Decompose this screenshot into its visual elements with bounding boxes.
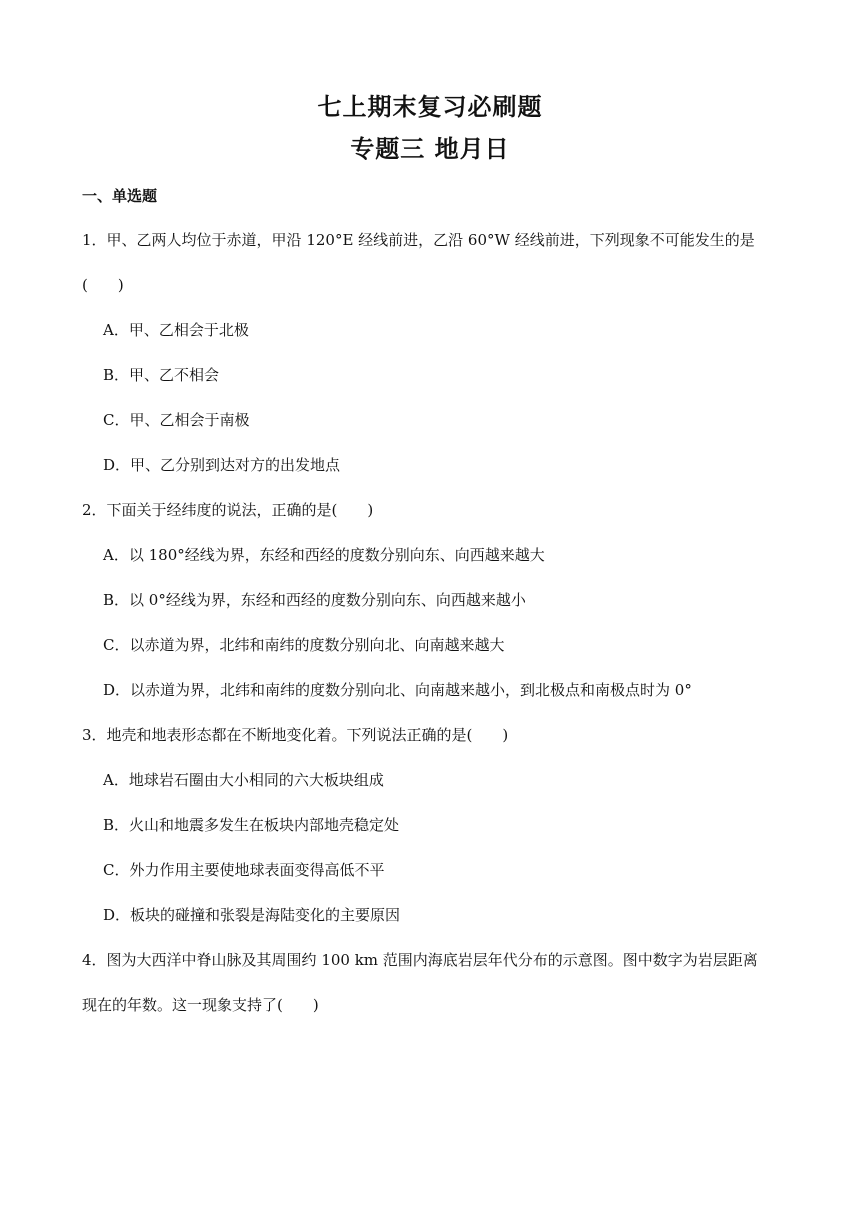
question-3-option-d: D．板块的碰撞和张裂是海陆变化的主要原因 (103, 906, 401, 924)
document-subtitle: 专题三 地月日 (350, 135, 510, 163)
question-3-option-b: B．火山和地震多发生在板块内部地壳稳定处 (103, 816, 400, 834)
question-1-option-a: A．甲、乙相会于北极 (103, 321, 249, 339)
question-2-option-a: A．以 180°经线为界，东经和西经的度数分别向东、向西越来越大 (103, 546, 545, 564)
question-2-option-c: C．以赤道为界，北纬和南纬的度数分别向北、向南越来越大 (103, 636, 505, 654)
question-2-option-d: D．以赤道为界，北纬和南纬的度数分别向北、向南越来越小，到北极点和南极点时为 0° (103, 681, 692, 699)
question-1-option-b: B．甲、乙不相会 (103, 366, 220, 384)
question-2-stem-line-1: 2．下面关于经纬度的说法，正确的是( ) (82, 501, 374, 519)
question-1-option-d: D．甲、乙分别到达对方的出发地点 (103, 456, 341, 474)
question-3-option-a: A．地球岩石圈由大小相同的六大板块组成 (103, 771, 384, 789)
section-heading: 一、单选题 (82, 187, 158, 205)
question-3-stem-line-1: 3．地壳和地表形态都在不断地变化着。下列说法正确的是( ) (82, 726, 509, 744)
question-2-option-b: B．以 0°经线为界，东经和西经的度数分别向东、向西越来越小 (103, 591, 526, 609)
question-4-stem-line-1: 4．图为大西洋中脊山脉及其周围约 100 km 范围内海底岩层年代分布的示意图。图中数字为岩层距离 (82, 951, 758, 969)
question-3-option-c: C．外力作用主要使地球表面变得高低不平 (103, 861, 385, 879)
document-title: 七上期末复习必刷题 (317, 93, 543, 121)
question-4-stem-line-2: 现在的年数。这一现象支持了( ) (82, 996, 319, 1014)
question-1-stem-line-2: ( ) (82, 276, 124, 294)
question-1-option-c: C．甲、乙相会于南极 (103, 411, 250, 429)
question-1-stem-line-1: 1．甲、乙两人均位于赤道，甲沿 120°E 经线前进，乙沿 60°W 经线前进，下列现象不可能发生的是 (82, 231, 755, 249)
